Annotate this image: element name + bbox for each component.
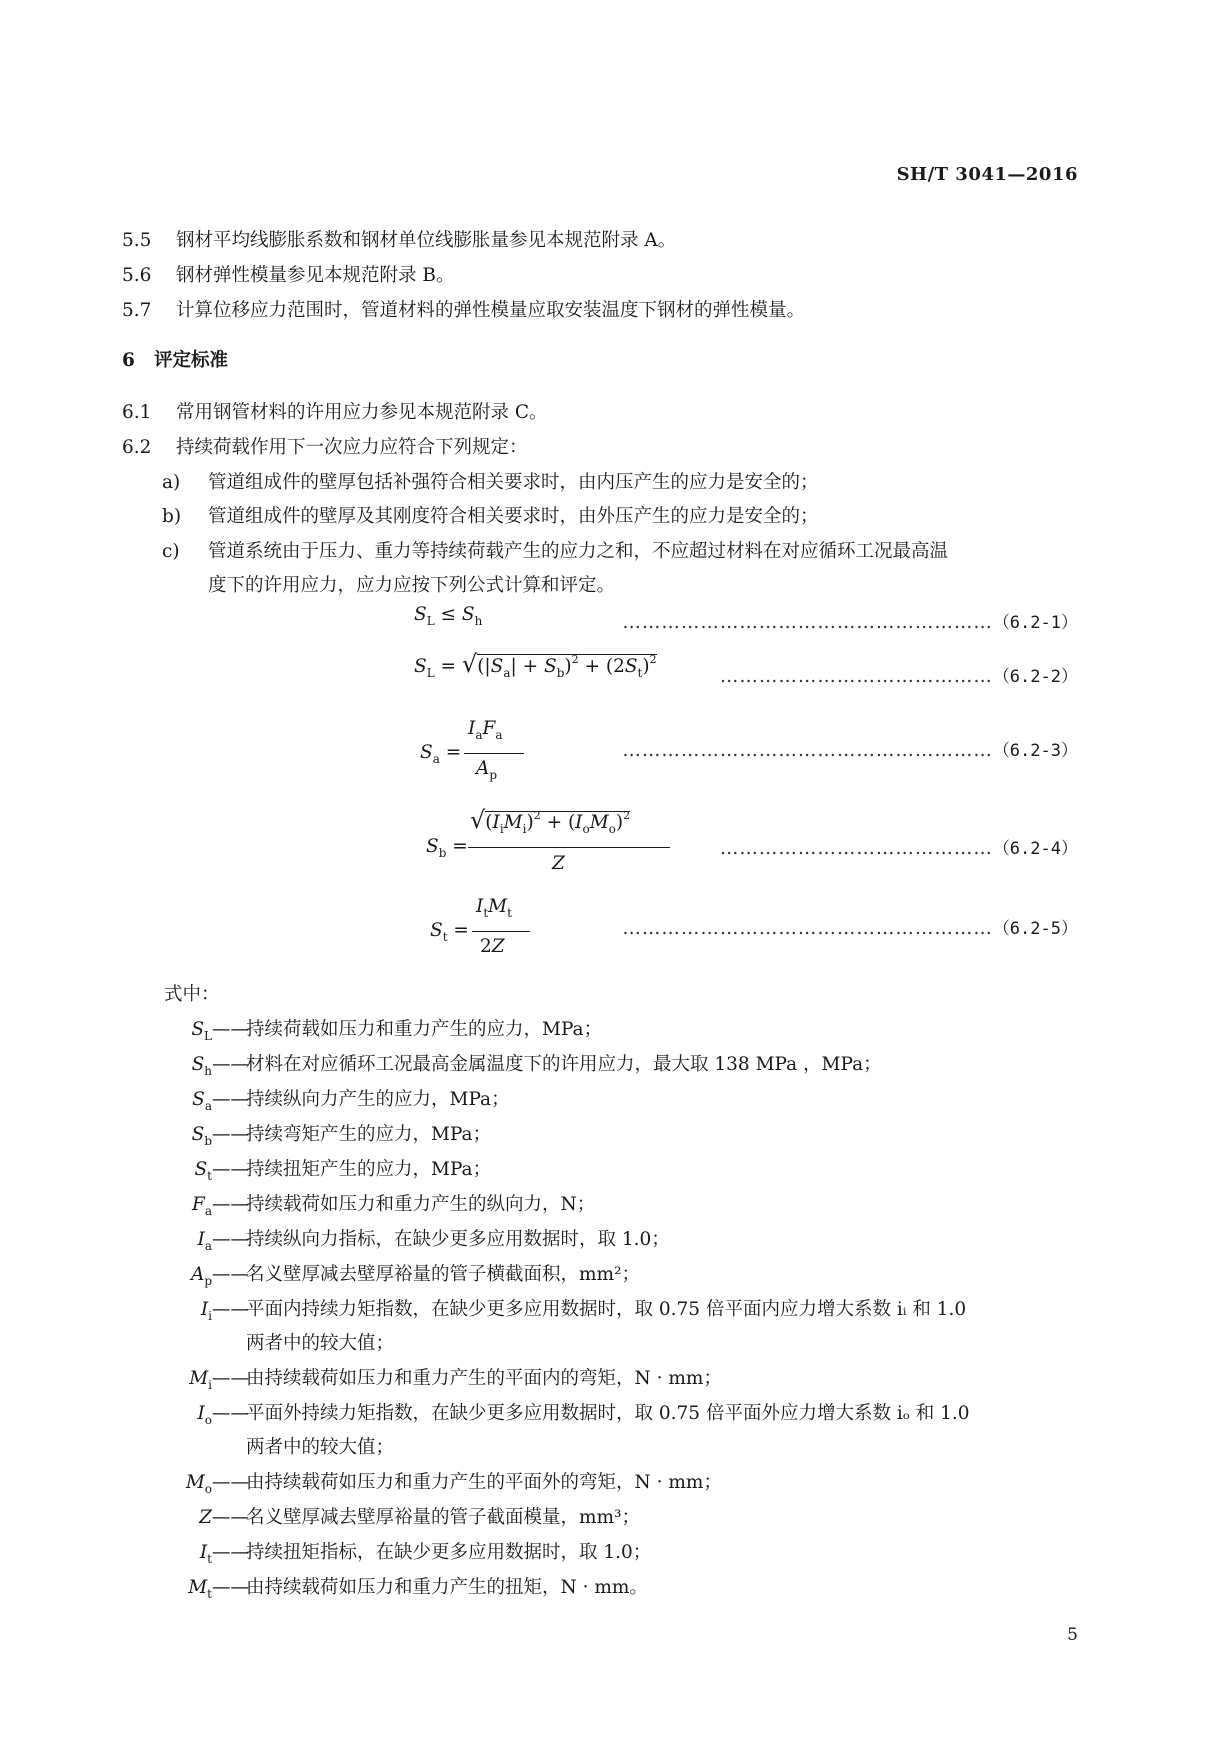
variable-description: 持续载荷如压力和重力产生的纵向力，N；: [246, 1194, 596, 1215]
variable-definition-row: [164, 1399, 970, 1427]
section-number: 6: [122, 350, 135, 371]
section-title: 评定标准: [154, 350, 229, 371]
document-code: SH/T 3041—2016: [896, 164, 1078, 185]
variable-description-continuation: 两者中的较大值；: [246, 1333, 395, 1354]
definition-dash: ——: [212, 1368, 249, 1389]
clause-5-6: [122, 261, 454, 287]
variable-definition-row: [164, 1050, 882, 1078]
clause-text: 计算位移应力范围时，管道材料的弹性模量应取安装温度下钢材的弹性模量。: [176, 300, 806, 321]
variable-symbol: $I_o$: [197, 1403, 212, 1427]
variable-symbol: $S_h$: [191, 1054, 212, 1078]
variable-definition-row: [164, 1015, 602, 1043]
definition-dash: ——: [212, 1159, 249, 1180]
variable-definition-row: [164, 1364, 722, 1392]
variable-symbol: Z: [199, 1507, 212, 1528]
clause-6-1: [122, 398, 548, 424]
variable-definition-row: [164, 1538, 651, 1566]
dot-leader: ……………………………………: [719, 666, 993, 687]
variable-symbol: $S_a$: [192, 1089, 212, 1113]
variable-symbol: $S_L$: [191, 1019, 212, 1043]
list-item-c-continuation: 度下的许用应力，应力应按下列公式计算和评定。: [208, 575, 616, 596]
item-text: 管道组成件的壁厚及其刚度符合相关要求时，由外压产生的应力是安全的；: [208, 506, 819, 527]
definition-dash: ——: [212, 1472, 249, 1493]
equation-number-row: [622, 608, 1078, 633]
variable-description: 平面内持续力矩指数，在缺少更多应用数据时，取 0.75 倍平面内应力增大系数 iᵢ 和 1.0: [246, 1299, 967, 1320]
definition-dash: ——: [212, 1229, 249, 1250]
clause-number: 5.7: [122, 300, 152, 321]
variable-description: 持续纵向力产生的应力，MPa；: [246, 1089, 510, 1110]
definition-dash: ——: [212, 1577, 249, 1598]
variable-description: 名义壁厚减去壁厚裕量的管子截面模量，mm³；: [246, 1507, 641, 1528]
variable-symbol: $S_b$: [191, 1124, 212, 1148]
list-item-b: [162, 502, 819, 528]
item-label: b): [162, 506, 182, 527]
item-label: a): [162, 472, 181, 493]
variable-description: 持续弯矩产生的应力，MPa；: [246, 1124, 492, 1145]
section-heading: [122, 346, 228, 372]
clause-number: 5.5: [122, 230, 152, 251]
definition-dash: ——: [212, 1054, 249, 1075]
variable-description-continuation: 两者中的较大值；: [246, 1437, 395, 1458]
variable-symbol: $I_i$: [200, 1299, 212, 1323]
variable-definition-row: [164, 1503, 640, 1529]
definition-dash: ——: [212, 1507, 249, 1528]
dot-leader: …………………………………………………: [622, 740, 993, 761]
variable-description: 平面外持续力矩指数，在缺少更多应用数据时，取 0.75 倍平面外应力增大系数 iₒ 和 1.0: [246, 1403, 970, 1424]
list-item-a: [162, 468, 819, 494]
clause-6-2: [122, 433, 528, 459]
equation-number-row: [622, 736, 1078, 761]
dot-leader: …………………………………………………: [622, 918, 993, 939]
equation-number-row: [720, 834, 1078, 859]
variable-description: 由持续载荷如压力和重力产生的平面内的弯矩，N · mm；: [246, 1368, 722, 1389]
variable-definition-row: [164, 1295, 966, 1323]
variable-description: 由持续载荷如压力和重力产生的平面外的弯矩，N · mm；: [246, 1472, 722, 1493]
definition-dash: ——: [212, 1124, 249, 1145]
variable-description: 持续纵向力指标，在缺少更多应用数据时，取 1.0；: [246, 1229, 670, 1250]
variable-definition-row: [164, 1225, 670, 1253]
where-label: 式中：: [164, 984, 220, 1005]
equation-number-row: [622, 914, 1078, 939]
item-text: 管道组成件的壁厚包括补强符合相关要求时，由内压产生的应力是安全的；: [208, 472, 819, 493]
definition-dash: ——: [212, 1264, 249, 1285]
equation-6-2-2: $S_L = √(|S_a| + S_b)^2 + (2S_t)^2$: [414, 650, 657, 680]
equation-number: （6.2-1）: [992, 613, 1078, 633]
variable-definition-row: [164, 1573, 648, 1601]
clause-number: 6.1: [122, 402, 152, 423]
item-label: c): [162, 541, 180, 562]
equation-number: （6.2-3）: [992, 741, 1078, 761]
equation-6-2-1: $S_L \le S_h$: [414, 604, 483, 628]
definition-dash: ——: [212, 1194, 249, 1215]
item-text: 管道系统由于压力、重力等持续荷载产生的应力之和，不应超过材料在对应循环工况最高温: [208, 541, 949, 562]
clause-5-7: [122, 296, 805, 322]
list-item-c: [162, 537, 948, 563]
variable-description: 持续扭矩指标，在缺少更多应用数据时，取 1.0；: [246, 1542, 652, 1563]
variable-symbol: $I_t$: [199, 1542, 212, 1566]
equation-number: （6.2-5）: [992, 919, 1078, 939]
variable-definition-row: [164, 1468, 722, 1496]
clause-5-5: [122, 226, 676, 252]
clause-text: 钢材弹性模量参见本规范附录 B。: [176, 265, 455, 286]
dot-leader: ……………………………………: [719, 838, 993, 859]
dot-leader: …………………………………………………: [622, 612, 993, 633]
variable-definition-row: [164, 1120, 491, 1148]
variable-description: 材料在对应循环工况最高金属温度下的许用应力，最大取 138 MPa ，MPa；: [246, 1054, 882, 1075]
variable-description: 由持续载荷如压力和重力产生的扭矩，N · mm。: [246, 1577, 648, 1598]
variable-definition-row: [164, 1085, 510, 1113]
definition-dash: ——: [212, 1299, 249, 1320]
definition-dash: ——: [212, 1019, 249, 1040]
clause-number: 6.2: [122, 437, 152, 458]
variable-symbol: $M_o$: [185, 1472, 212, 1496]
variable-symbol: $S_t$: [194, 1159, 212, 1183]
equation-number: （6.2-4）: [992, 839, 1078, 859]
variable-symbol: $M_t$: [188, 1577, 212, 1601]
clause-number: 5.6: [122, 265, 152, 286]
clause-text: 持续荷载作用下一次应力应符合下列规定：: [176, 437, 528, 458]
variable-symbol: $I_a$: [197, 1229, 212, 1253]
equation-number-row: [720, 662, 1078, 687]
variable-description: 持续荷载如压力和重力产生的应力，MPa；: [246, 1019, 603, 1040]
definition-dash: ——: [212, 1089, 249, 1110]
variable-definition-row: [164, 1155, 491, 1183]
variable-description: 名义壁厚减去壁厚裕量的管子横截面积，mm²；: [246, 1264, 641, 1285]
equation-6-2-5: $S_t$ = $I_tM_t$ 2Z: [430, 896, 540, 966]
variable-definition-row: [164, 1260, 640, 1288]
equation-6-2-3: $S_a$ = $I_aF_a$ $A_p$: [420, 718, 530, 788]
clause-text: 常用钢管材料的许用应力参见本规范附录 C。: [176, 402, 548, 423]
page-number: 5: [1067, 1625, 1078, 1645]
variable-description: 持续扭矩产生的应力，MPa；: [246, 1159, 492, 1180]
variable-symbol: $F_a$: [192, 1194, 212, 1218]
equation-6-2-4: $S_b$ = $√(I_iM_i)^2 + (I_oM_o)^2$ Z: [426, 806, 676, 876]
clause-text: 钢材平均线膨胀系数和钢材单位线膨胀量参见本规范附录 A。: [176, 230, 677, 251]
equation-number: （6.2-2）: [992, 667, 1078, 687]
definition-dash: ——: [212, 1542, 249, 1563]
definition-dash: ——: [212, 1403, 249, 1424]
variable-symbol: $A_p$: [190, 1264, 212, 1288]
variable-definition-row: [164, 1190, 595, 1218]
variable-symbol: $M_i$: [189, 1368, 212, 1392]
